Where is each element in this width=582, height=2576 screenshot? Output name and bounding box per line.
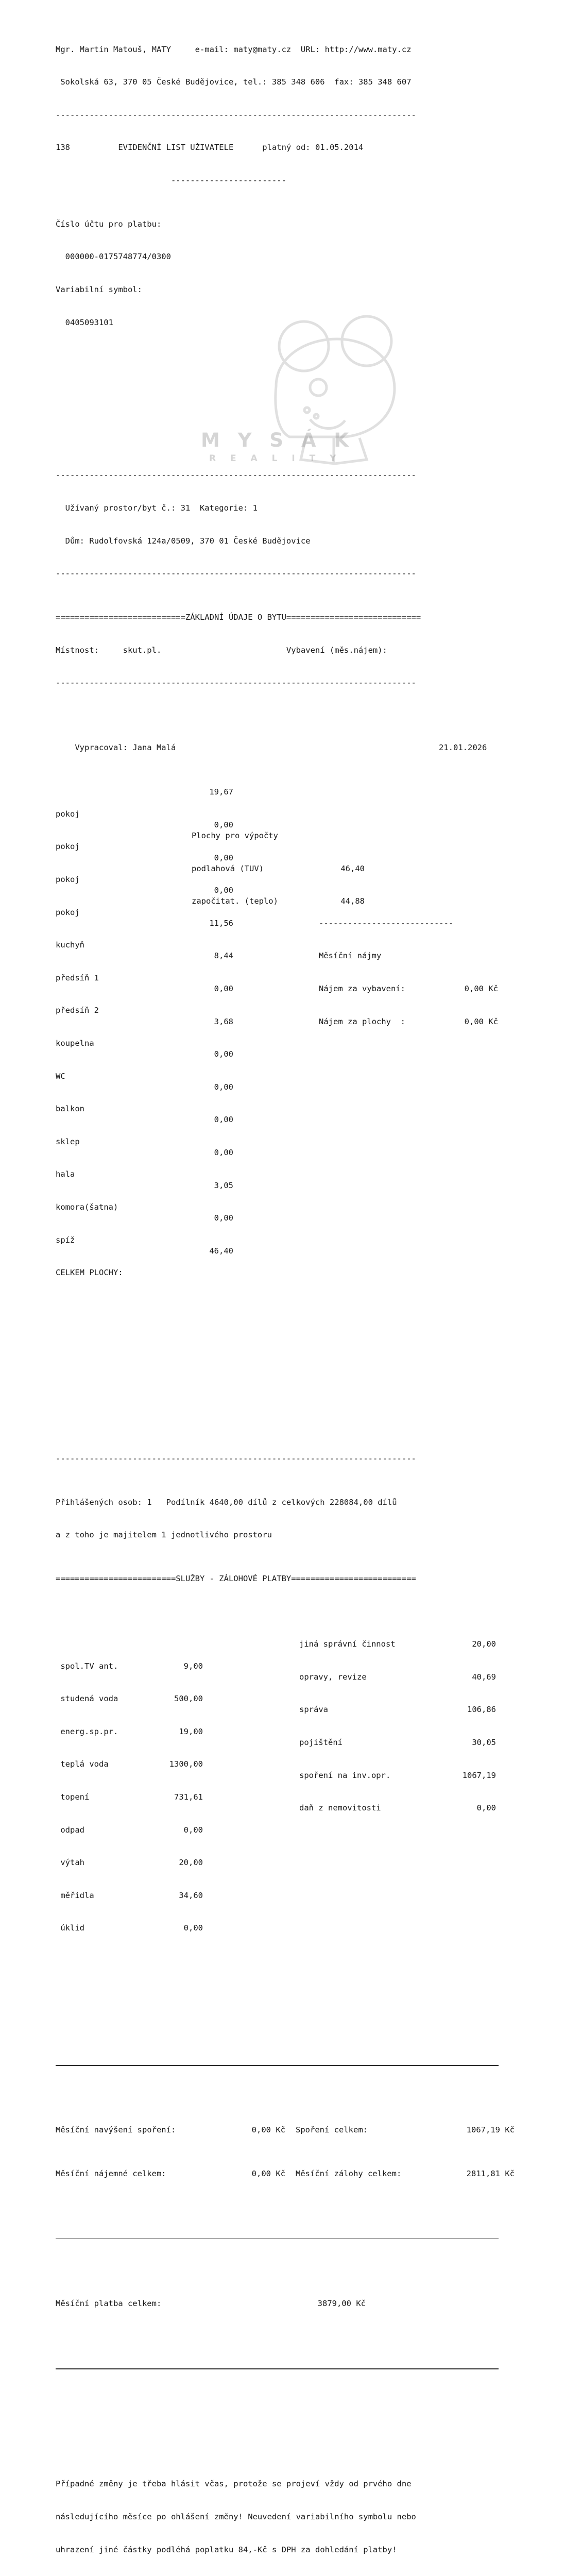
services-banner: =========================SLUŽBY - ZÁLOHOVÉ PLATBY========================== — [56, 1573, 416, 1583]
notice-line-3: uhrazení jiné částky podléhá poplatku 84,-Kč s DPH za dohledání platby! — [56, 2545, 397, 2554]
calc-area-label: podlahová (TUV) — [192, 863, 264, 873]
monthly-rent-total-label: Měsíční nájemné celkem: — [56, 2168, 166, 2178]
prepared-by: Vypracoval: Jana Malá — [75, 743, 176, 753]
spacer-6 — [56, 2088, 499, 2092]
calc-area-row — [192, 863, 365, 874]
building-address: Dům: Rudolfovská 124a/0509, 370 01 České Budějovice — [56, 536, 311, 546]
service-label: teplá voda — [60, 1759, 109, 1769]
service-value: 1300,00 — [169, 1759, 203, 1769]
service-row — [299, 1704, 496, 1715]
room-area: 3,68 — [214, 1016, 233, 1026]
service-row — [299, 1639, 496, 1650]
savings-increase-label: Měsíční navýšení spoření: — [56, 2125, 176, 2135]
room-area: 0,00 — [214, 1049, 233, 1059]
title-underline-dashes: ------------------------ — [170, 176, 286, 185]
persons-line-2: a z toho je majitelem 1 jednotlivého prostoru — [56, 1530, 272, 1540]
room-name: hala — [56, 1170, 75, 1179]
calc-areas-title: Plochy pro výpočty — [192, 831, 278, 841]
monthly-rent-total-value: 0,00 Kč — [251, 2168, 285, 2178]
document-number: 138 — [56, 143, 70, 152]
table-row — [56, 1104, 499, 1114]
totals-top-rule — [56, 2065, 499, 2066]
service-label: topení — [60, 1792, 90, 1802]
title-underline — [56, 175, 499, 186]
room-area: 0,00 — [214, 1148, 233, 1158]
service-value: 1067,19 — [462, 1770, 496, 1780]
rent-value: 0,00 Kč — [464, 984, 498, 993]
account-label: Číslo účtu pro platbu: — [56, 219, 162, 229]
divider-dashes-4: --------------------------------------------------------------------------- — [56, 678, 416, 688]
divider-dashes-5: --------------------------------------------------------------------------- — [56, 1453, 416, 1463]
room-area: 0,00 — [214, 820, 233, 829]
service-label: pojištění — [299, 1738, 343, 1748]
service-label: úklid — [60, 1923, 85, 1933]
room-area: 0,00 — [214, 853, 233, 862]
service-label: jiná správní činnost — [299, 1639, 396, 1649]
spacer-2 — [56, 394, 499, 404]
basic-data-banner: ===========================ZÁKLADNÍ ÚDAJE O BYTU============================ — [56, 613, 421, 622]
service-value: 106,86 — [467, 1705, 496, 1715]
account-number: 000000-0175748774/0300 — [56, 252, 171, 262]
service-value: 20,00 — [179, 1858, 203, 1868]
service-label: opravy, revize — [299, 1672, 367, 1682]
final-total-row — [56, 2298, 499, 2309]
calc-area-value: 46,40 — [340, 863, 365, 873]
watermark-brand: M Y S Á K — [201, 429, 355, 451]
room-name: spíž — [56, 1235, 75, 1245]
totals-bottom-rule — [56, 2368, 499, 2369]
final-total-label: Měsíční platba celkem: — [56, 2299, 162, 2309]
final-total-value: 3879,00 Kč — [317, 2299, 366, 2309]
rent-divider-dashes: ---------------------------- — [319, 918, 454, 928]
service-label: energ.sp.pr. — [60, 1726, 118, 1736]
footer-date: 21.01.2026 — [439, 743, 487, 753]
service-label: studená voda — [60, 1694, 118, 1704]
room-name: pokoj — [56, 809, 80, 819]
divider-dashes-1: --------------------------------------------------------------------------- — [56, 110, 416, 120]
divider-dashes-3: --------------------------------------------------------------------------- — [56, 569, 416, 579]
rent-label: Nájem za vybavení: — [319, 984, 405, 993]
service-value: 19,00 — [179, 1726, 203, 1736]
variable-symbol-label: Variabilní symbol: — [56, 285, 142, 295]
room-name: pokoj — [56, 842, 80, 852]
service-label: výtah — [60, 1858, 85, 1868]
service-row — [299, 1770, 496, 1781]
room-area: 0,00 — [214, 984, 233, 994]
room-name: kuchyň — [56, 940, 84, 950]
divider-dashes-2: --------------------------------------------------------------------------- — [56, 470, 416, 480]
spacer-5 — [56, 2032, 499, 2043]
table-row — [56, 1267, 499, 1278]
spacer-3 — [56, 427, 499, 437]
service-label: odpad — [60, 1825, 85, 1835]
spacer-8 — [56, 2261, 499, 2266]
footer-row — [56, 732, 499, 765]
service-value: 40,69 — [472, 1672, 496, 1682]
service-value: 0,00 — [183, 1825, 203, 1835]
page-title: EVIDENČNÍ LIST UŽIVATELE — [118, 143, 234, 152]
table-row — [56, 1071, 499, 1082]
spacer-1 — [56, 361, 499, 372]
service-label: správa — [299, 1705, 328, 1715]
company-contact-line-1: Mgr. Martin Matouš, MATY e-mail: maty@maty.cz URL: http://www.maty.cz — [56, 44, 412, 54]
service-value: 0,00 — [476, 1803, 496, 1813]
room-name: komora(šatna) — [56, 1202, 118, 1212]
service-label: spol.TV ant. — [60, 1661, 118, 1671]
rent-row — [319, 1016, 498, 1027]
room-name: předsíň 2 — [56, 1006, 99, 1015]
spacer-7 — [56, 2212, 499, 2217]
persons-line-1: Přihlášených osob: 1 Podílník 4640,00 dílů z celkových 228084,00 dílů — [56, 1497, 397, 1507]
service-value: 9,00 — [183, 1661, 203, 1671]
service-value: 30,05 — [472, 1738, 496, 1748]
document-title-row — [56, 142, 499, 153]
rent-row — [319, 984, 498, 994]
basic-data-column-header: Místnost: skut.pl. Vybavení (měs.nájem): — [56, 645, 387, 655]
savings-increase-value: 0,00 Kč — [251, 2125, 285, 2135]
valid-from: platný od: 01.05.2014 — [262, 143, 364, 152]
notice-line-2: následujícího měsíce po ohlášení změny! Neuvedení variabilního symbolu nebo — [56, 2512, 416, 2521]
room-name: WC — [56, 1071, 65, 1081]
room-area-total: 46,40 — [209, 1246, 233, 1256]
document-body — [56, 11, 515, 2576]
service-row — [56, 1923, 499, 1934]
service-value: 500,00 — [174, 1694, 203, 1704]
monthly-advances-value: 2811,81 Kč — [466, 2168, 515, 2178]
service-label: daň z nemovitosti — [299, 1803, 381, 1813]
calc-area-label: započitat. (teplo) — [192, 896, 278, 906]
service-value: 20,00 — [472, 1639, 496, 1649]
room-total-label: CELKEM PLOCHY: — [56, 1268, 123, 1278]
service-value: 34,60 — [179, 1890, 203, 1900]
services-grid — [56, 1617, 499, 1999]
service-row — [299, 1803, 496, 1814]
variable-symbol-value: 0405093101 — [56, 317, 113, 327]
room-area: 8,44 — [214, 951, 233, 961]
room-area: 0,00 — [214, 1082, 233, 1092]
spacer-4 — [56, 721, 499, 732]
service-value: 731,61 — [174, 1792, 203, 1802]
spacer-10 — [56, 2402, 499, 2413]
service-label: spoření na inv.opr. — [299, 1770, 391, 1780]
service-row — [56, 1857, 499, 1868]
room-area: 11,56 — [209, 918, 233, 928]
watermark-subtitle: R E A L I T Y — [209, 453, 342, 464]
table-row — [56, 1137, 499, 1147]
room-name: balkon — [56, 1104, 84, 1114]
service-row — [299, 1672, 496, 1683]
savings-total-label: Spoření celkem: — [296, 2125, 368, 2135]
rooms-and-areas-grid — [56, 765, 499, 1420]
notice-line-1: Případné změny je třeba hlásit včas, protože se projeví vždy od prvého dne — [56, 2479, 412, 2489]
totals-row-1 — [56, 2125, 515, 2136]
rent-label: Nájem za plochy : — [319, 1016, 405, 1026]
room-name: koupelna — [56, 1039, 94, 1048]
calc-area-value: 44,88 — [340, 896, 365, 906]
totals-row-2 — [56, 2168, 515, 2179]
service-label: měřidla — [60, 1890, 94, 1900]
room-name: sklep — [56, 1137, 80, 1146]
rent-value: 0,00 Kč — [464, 1016, 498, 1026]
savings-total-value: 1067,19 Kč — [466, 2125, 515, 2135]
company-address-line: Sokolská 63, 370 05 České Budějovice, tel.: 385 348 606 fax: 385 348 607 — [56, 77, 412, 87]
room-area: 0,00 — [214, 886, 233, 895]
room-area: 19,67 — [209, 787, 233, 797]
room-name: pokoj — [56, 907, 80, 917]
service-value: 0,00 — [183, 1923, 203, 1933]
monthly-rent-block — [319, 896, 498, 1049]
room-area: 0,00 — [214, 1213, 233, 1223]
services-right-column — [299, 1617, 496, 1836]
table-row — [56, 1202, 499, 1213]
unit-info: Užívaný prostor/byt č.: 31 Kategorie: 1 — [56, 503, 258, 513]
room-area: 0,00 — [214, 1115, 233, 1125]
room-name: předsíň 1 — [56, 973, 99, 982]
spacer-11 — [56, 2435, 499, 2446]
room-name: pokoj — [56, 874, 80, 884]
spacer-9 — [56, 2342, 499, 2347]
table-row — [56, 1169, 499, 1180]
monthly-advances-label: Měsíční zálohy celkem: — [296, 2168, 402, 2178]
table-row — [56, 1235, 499, 1246]
rent-title: Měsíční nájmy — [319, 951, 382, 961]
service-row — [56, 1890, 499, 1901]
service-row — [299, 1737, 496, 1748]
room-area: 3,05 — [214, 1180, 233, 1190]
